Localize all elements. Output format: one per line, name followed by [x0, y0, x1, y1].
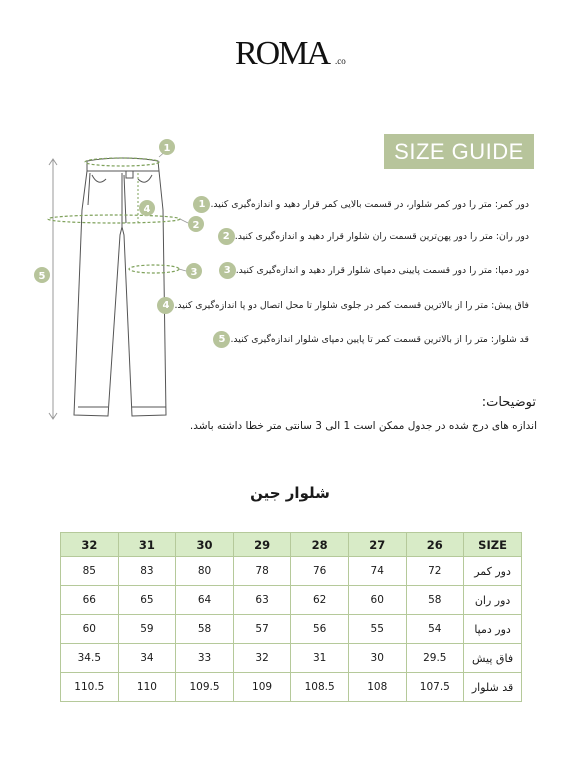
marker-1-label: 1 [163, 143, 171, 154]
table-cell: 74 [348, 557, 406, 586]
table-row [61, 586, 522, 615]
row-label: فاق پیش [464, 644, 522, 673]
row-label: دور دمپا [464, 615, 522, 644]
table-cell: 110.5 [61, 673, 119, 702]
instruction-item [219, 262, 537, 279]
instruction-text: قد شلوار: متر را از بالاترین قسمت کمر تا پایین دمپای شلوار اندازه‌گیری کنید. [230, 334, 529, 345]
table-cell: 32 [233, 644, 291, 673]
marker-1-icon [159, 139, 175, 155]
marker-4-icon [139, 200, 155, 216]
table-cell: 78 [233, 557, 291, 586]
table-cell: 57 [233, 615, 291, 644]
size-column-header: 28 [291, 533, 349, 557]
table-cell: 62 [291, 586, 349, 615]
table-cell: 34 [118, 644, 176, 673]
instruction-item [218, 228, 537, 245]
instruction-number: 5 [213, 331, 230, 348]
table-cell: 83 [118, 557, 176, 586]
thigh-measure-line [129, 265, 179, 273]
instruction-number: 3 [219, 262, 236, 279]
instruction-item [193, 196, 537, 213]
instruction-text: دور کمر: متر را دور کمر شلوار، در قسمت بالایی کمر قرار دهید و اندازه‌گیری کنید. [210, 199, 529, 210]
marker-5-icon [34, 267, 50, 283]
table-cell: 110 [118, 673, 176, 702]
instruction-text: دور دمپا: متر را دور قسمت پایینی دمپای شلوار قرار دهید و اندازه‌گیری کنید. [235, 265, 529, 276]
size-header-label: SIZE [464, 533, 522, 557]
size-guide-banner: SIZE GUIDE [384, 134, 534, 169]
pants-outline [74, 158, 166, 416]
row-label: دور کمر [464, 557, 522, 586]
size-column-header: 29 [233, 533, 291, 557]
table-cell: 109.5 [176, 673, 234, 702]
size-table [60, 532, 522, 702]
size-column-header: 30 [176, 533, 234, 557]
table-cell: 29.5 [406, 644, 464, 673]
size-column-header: 32 [61, 533, 119, 557]
table-cell: 60 [348, 586, 406, 615]
marker-2-icon [188, 216, 204, 232]
table-cell: 80 [176, 557, 234, 586]
table-cell: 34.5 [61, 644, 119, 673]
instruction-number: 2 [218, 228, 235, 245]
instruction-item [157, 297, 537, 314]
table-cell: 85 [61, 557, 119, 586]
table-cell: 31 [291, 644, 349, 673]
table-cell: 64 [176, 586, 234, 615]
instruction-text: فاق پیش: متر را از بالاترین قسمت کمر در جلوی شلوار تا محل اتصال دو پا اندازه‌گیری کنید. [174, 300, 529, 311]
size-column-header: 31 [118, 533, 176, 557]
logo-wordmark: ROMA [235, 35, 330, 72]
table-cell: 30 [348, 644, 406, 673]
size-column-header: 27 [348, 533, 406, 557]
table-cell: 108 [348, 673, 406, 702]
table-cell: 63 [233, 586, 291, 615]
table-title: شلوار جین [250, 484, 330, 502]
marker-2-label: 2 [192, 220, 200, 231]
table-row [61, 673, 522, 702]
logo-suffix: .co [335, 56, 346, 66]
table-cell: 33 [176, 644, 234, 673]
table-cell: 59 [118, 615, 176, 644]
marker-3-icon [186, 263, 202, 279]
table-cell: 108.5 [291, 673, 349, 702]
table-cell: 65 [118, 586, 176, 615]
length-arrow [49, 159, 57, 419]
table-cell: 54 [406, 615, 464, 644]
size-column-header: 26 [406, 533, 464, 557]
brand-logo [235, 36, 355, 72]
instruction-number: 1 [193, 196, 210, 213]
table-cell: 76 [291, 557, 349, 586]
table-cell: 107.5 [406, 673, 464, 702]
table-cell: 55 [348, 615, 406, 644]
row-label: دور ران [464, 586, 522, 615]
notes-text: اندازه های درج شده در جدول ممکن است 1 الی 3 سانتی متر خطا داشته باشد. [189, 420, 537, 432]
marker-5-label: 5 [38, 271, 46, 282]
table-cell: 58 [406, 586, 464, 615]
table-cell: 109 [233, 673, 291, 702]
table-cell: 56 [291, 615, 349, 644]
table-cell: 72 [406, 557, 464, 586]
marker-4-label: 4 [143, 204, 151, 215]
instruction-number: 4 [157, 297, 174, 314]
table-cell: 60 [61, 615, 119, 644]
notes-title: توضیحات: [481, 395, 536, 410]
table-header-row [61, 533, 522, 557]
instruction-item [213, 331, 537, 348]
table-row [61, 557, 522, 586]
hip-measure-line [48, 215, 180, 223]
row-label: قد شلوار [464, 673, 522, 702]
table-row [61, 644, 522, 673]
table-cell: 58 [176, 615, 234, 644]
table-row [61, 615, 522, 644]
instruction-text: دور ران: متر را دور پهن‌ترین قسمت ران شلوار قرار دهید و اندازه‌گیری کنید. [234, 231, 529, 242]
pants-diagram [30, 135, 210, 425]
marker-3-label: 3 [190, 267, 198, 278]
table-cell: 66 [61, 586, 119, 615]
button-icon [126, 171, 133, 178]
